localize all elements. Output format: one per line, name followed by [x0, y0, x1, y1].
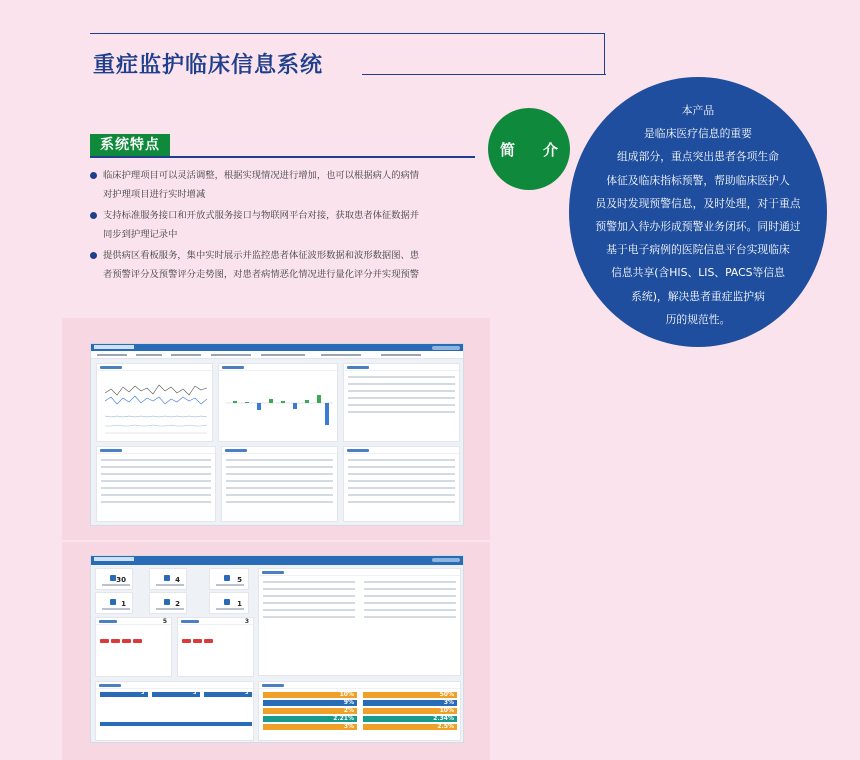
- records-panel: [221, 446, 338, 522]
- app-topbar: [91, 556, 463, 565]
- warning-footer: [100, 722, 252, 726]
- orders-rows: [348, 376, 455, 418]
- metric-bar: 9%: [263, 700, 357, 706]
- intro-line: 历的规范性。: [665, 312, 731, 326]
- metrics-panel: [258, 681, 461, 741]
- stat-box[interactable]: 2: [149, 592, 187, 614]
- intro-line: 系统)，解决患者重症监护病: [631, 289, 765, 303]
- metric-bar: 2.21%: [263, 716, 357, 722]
- stat-box[interactable]: 30: [95, 568, 133, 590]
- intro-badge-char: 简: [500, 140, 516, 159]
- title-underline: [362, 74, 606, 75]
- features-label: 系统特点: [90, 134, 170, 156]
- intro-line: 信息共享(含HIS、LIS、PACS等信息: [611, 266, 785, 280]
- feature-text: 临床护理项目可以灵活调整，根据实现情况进行增加，也可以根据病人的病情: [103, 170, 420, 181]
- bullet-icon: [90, 212, 97, 219]
- group-panel-1: [95, 617, 172, 677]
- feature-text: 提供病区看板服务，集中实时展示并监控患者体征波形数据和波形数据图、患: [103, 250, 420, 261]
- warning-count: 3: [245, 690, 249, 696]
- metric-bar: 50%: [363, 692, 457, 698]
- vitals-line-chart: [97, 371, 214, 441]
- balance-bar-chart: [219, 371, 339, 441]
- metric-bar: 10%: [363, 708, 457, 714]
- scores-rows: [101, 459, 211, 508]
- metric-bar: 3%: [263, 724, 357, 730]
- warning-panel: [95, 681, 254, 741]
- warning-count: 3: [141, 690, 145, 696]
- page-title: 重症监护临床信息系统: [93, 53, 324, 78]
- intro-line: 是临床医疗信息的重要: [644, 127, 752, 141]
- feature-item: [90, 206, 480, 244]
- stat-box[interactable]: 5: [209, 568, 249, 590]
- intro-text: [575, 99, 821, 331]
- app-topbar: [91, 344, 463, 351]
- records-rows: [226, 459, 333, 508]
- feature-text: 同步到护理记录中: [103, 229, 178, 240]
- intro-line: 体征及临床指标预警，帮助临床医护人: [606, 173, 790, 187]
- feature-item: [90, 246, 480, 284]
- tasks-panel: [343, 446, 460, 522]
- intro-badge: [488, 108, 570, 190]
- metric-bar: 2.5%: [363, 724, 457, 730]
- patient-rows-right: [364, 581, 456, 623]
- intro-line: 本产品: [681, 104, 715, 117]
- patient-infobar: [91, 351, 463, 359]
- metric-bar: 10%: [263, 692, 357, 698]
- stat-box[interactable]: 1: [95, 592, 133, 614]
- feature-text: 对护理项目进行实时增减: [103, 189, 206, 200]
- feature-text: 支持标准服务接口和开放式服务接口与物联网平台对接，获取患者体征数据并: [103, 210, 420, 221]
- balance-bar-chart-panel: [218, 363, 338, 442]
- metric-bar: 3%: [363, 700, 457, 706]
- feature-item: [90, 166, 480, 204]
- features-list: [90, 166, 480, 286]
- group-panel-2: [177, 617, 254, 677]
- feature-text: 者预警评分及预警评分走势图，对患者病情恶化情况进行量化评分并实现预警: [103, 269, 420, 280]
- bullet-icon: [90, 172, 97, 179]
- vitals-chart-panel: [96, 363, 213, 442]
- metric-bar: 2%: [263, 708, 357, 714]
- scores-panel: [96, 446, 216, 522]
- intro-line: 员及时发现预警信息，及时处理，对于重点: [595, 196, 801, 210]
- orders-panel: [343, 363, 460, 442]
- warning-count: 3: [193, 690, 197, 696]
- stat-box[interactable]: 4: [149, 568, 187, 590]
- alert-tags: [182, 628, 215, 647]
- intro-badge-char: 介: [542, 140, 558, 159]
- intro-line: 组成部分，重点突出患者各项生命: [617, 150, 779, 164]
- patient-list-panel: [258, 568, 461, 676]
- intro-line: 基于电子病例的医院信息平台实现临床: [606, 243, 790, 257]
- patient-rows-left: [263, 581, 355, 623]
- bullet-icon: [90, 252, 97, 259]
- group-count: 5: [162, 618, 167, 625]
- alert-tags: [100, 628, 144, 647]
- screenshot-1: [90, 343, 464, 526]
- tasks-rows: [348, 459, 455, 508]
- group-count: 3: [244, 618, 249, 625]
- metric-bar: 2.34%: [363, 716, 457, 722]
- stat-box[interactable]: 1: [209, 592, 249, 614]
- screenshot-2: [90, 555, 464, 743]
- features-divider: [90, 156, 475, 158]
- intro-line: 预警加入待办形成预警业务闭环。同时通过: [595, 220, 801, 234]
